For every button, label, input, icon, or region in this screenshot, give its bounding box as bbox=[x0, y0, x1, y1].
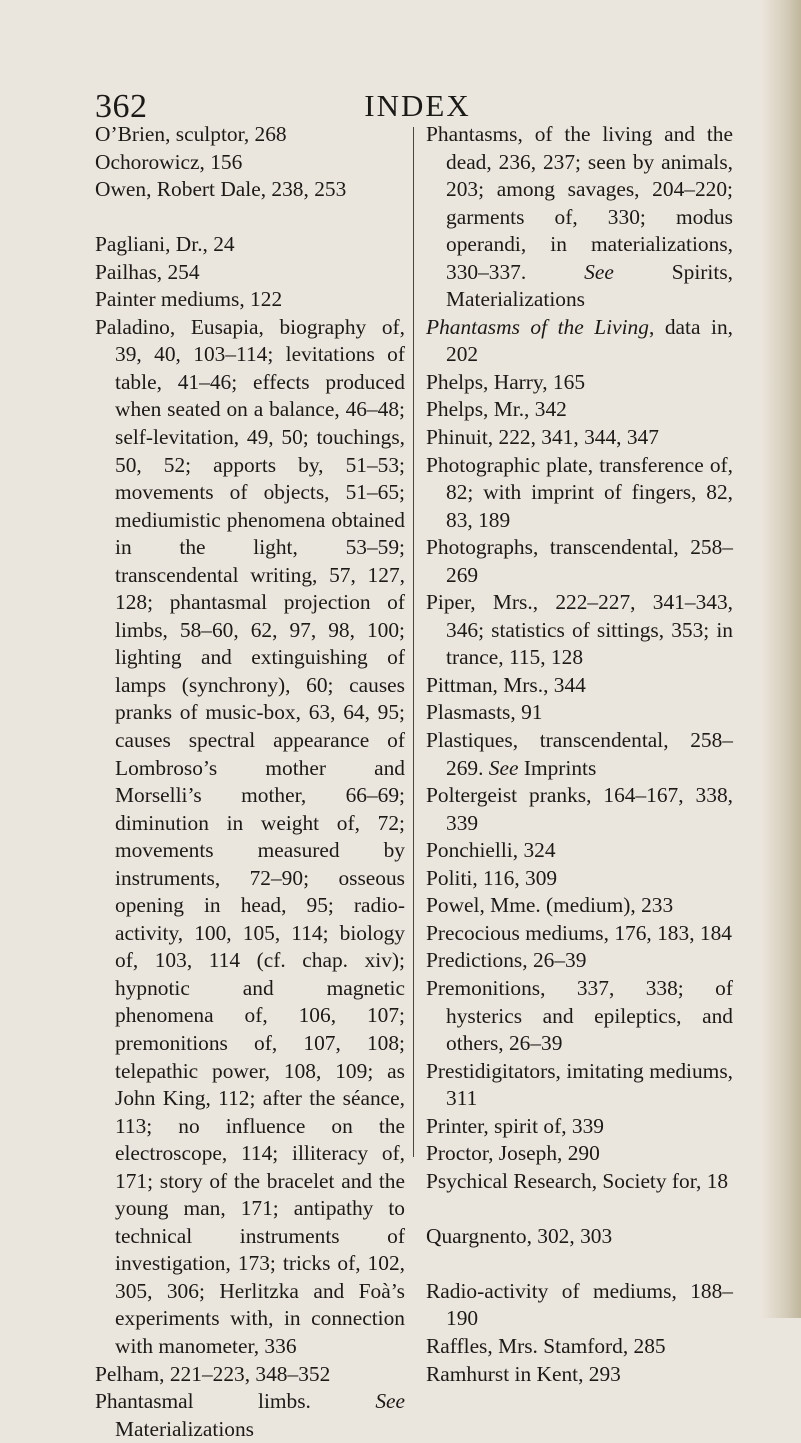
index-column-right bbox=[426, 121, 733, 1388]
entry-text: Phantasms, of the living and the dead, 236, 237; seen by animals, 203; among savages, 204–220; garments of, 330; modus operandi, in materializations, 330–337. bbox=[426, 122, 733, 284]
index-entry: Raffles, Mrs. Stamford, 285 bbox=[426, 1333, 666, 1358]
index-entry: Painter mediums, 122 bbox=[95, 287, 283, 312]
index-entry: Phinuit, 222, 341, 344, 347 bbox=[426, 425, 659, 450]
index-entry: Pagliani, Dr., 24 bbox=[95, 232, 235, 257]
index-entry: Ramhurst in Kent, 293 bbox=[426, 1361, 621, 1386]
index-entry: Radio-activity of mediums, 188–190 bbox=[426, 1278, 733, 1331]
index-entry: Owen, Robert Dale, 238, 253 bbox=[95, 177, 347, 202]
index-entry: Phelps, Harry, 165 bbox=[426, 369, 586, 394]
entry-text: Imprints bbox=[518, 755, 597, 780]
index-entry: Psychical Research, Society for, 18 bbox=[426, 1168, 729, 1193]
see-reference: See bbox=[375, 1389, 405, 1414]
index-entry: Quargnento, 302, 303 bbox=[426, 1223, 613, 1248]
index-entry bbox=[426, 121, 733, 314]
index-entry: O’Brien, sculptor, 268 bbox=[95, 122, 287, 146]
index-entry: Powel, Mme. (medium), 233 bbox=[426, 893, 674, 918]
index-entry: Ochorowicz, 156 bbox=[95, 149, 243, 174]
index-entry bbox=[95, 1388, 405, 1443]
index-entry: Photographs, transcendental, 258–269 bbox=[426, 535, 733, 587]
index-entry: Prestidigitators, imitating mediums, 311 bbox=[426, 1058, 733, 1111]
index-entry: Pittman, Mrs., 344 bbox=[426, 672, 586, 697]
index-entry: Paladino, Eusapia, biography of, 39, 40, 103–114; levitations of table, 41–46; effects produced when seated on a balance, 46–48; self-levitation, 49, 50; touchings, 50, 52; apports by, 51–53; movements of objects, 51–65; mediumistic phenomena obtained in the light, 53–59; transcendental writing, 57, 127, 128; phantasmal projection of limbs, 58–60, 62, 97, 98, 100; lighting and extinguishing of lamps (synchrony), 60; causes pranks of music-box, 63, 64, 95; causes spectral appearance of Lombroso’s mother and Morselli’s mother, 66–69; diminution in weight of, 72; movements measured by instruments, 72–90; osseous opening in head, 95; radio-activity, 100, 105, 114; biology of, 103, 114 (cf. chap. xiv); hypnotic and magnetic phenomena of, 106, 107; premonitions of, 107, 108; telepathic power, 108, 109; as John King, 112; after the séance, 113; no influence on the electroscope, 114; illiteracy of, 171; story of the bracelet and the young man, 171; antipathy to technical instruments of investigation, 173; tricks of, 102, 305, 306; Herlitzka and Foà’s experiments with, in connection with manometer, 336 bbox=[95, 314, 405, 1359]
entry-text: Spirits, Materializations bbox=[446, 259, 733, 312]
index-entry: Photographic plate, transference of, 82; with imprint of fingers, 82, 83, 189 bbox=[426, 452, 733, 532]
column-divider bbox=[413, 127, 414, 1157]
index-entry: Piper, Mrs., 222–227, 341–343, 346; statistics of sittings, 353; in trance, 115, 128 bbox=[426, 590, 733, 670]
running-title: INDEX bbox=[364, 88, 471, 123]
page-number: 362 bbox=[95, 88, 148, 125]
book-title: Phantasms of the Living bbox=[426, 314, 649, 339]
index-entry: Proctor, Joseph, 290 bbox=[426, 1141, 600, 1166]
see-reference: See bbox=[488, 755, 519, 780]
index-entry: Predictions, 26–39 bbox=[426, 948, 587, 973]
index-entry: Plasmasts, 91 bbox=[426, 700, 543, 725]
page-edge-shadow bbox=[761, 0, 801, 1318]
index-entry: Phelps, Mr., 342 bbox=[426, 397, 567, 422]
entry-text: Materializations bbox=[115, 1416, 254, 1441]
index-entry: Precocious mediums, 176, 183, 184 bbox=[426, 920, 732, 945]
see-reference: See bbox=[584, 259, 614, 284]
entry-text: , data in, 202 bbox=[446, 314, 733, 367]
index-entry: Pailhas, 254 bbox=[95, 259, 200, 284]
entry-text: Plastiques, transcendental, 258–269. bbox=[426, 728, 733, 780]
index-entry bbox=[426, 727, 733, 782]
index-entry: Politi, 116, 309 bbox=[426, 865, 558, 890]
index-entry: Ponchielli, 324 bbox=[426, 838, 556, 863]
letter-group-gap bbox=[426, 1250, 733, 1278]
entry-text: Phantasmal limbs. bbox=[95, 1389, 376, 1414]
index-entry: Premonitions, 337, 338; of hysterics and epileptics, and others, 26–39 bbox=[426, 975, 733, 1056]
letter-group-gap bbox=[95, 204, 405, 232]
index-entry: Pelham, 221–223, 348–352 bbox=[95, 1361, 331, 1386]
index-entry: Printer, spirit of, 339 bbox=[426, 1113, 604, 1138]
index-entry bbox=[426, 314, 733, 369]
index-entry: Poltergeist pranks, 164–167, 338, 339 bbox=[426, 783, 733, 835]
index-column-left bbox=[95, 121, 405, 1443]
letter-group-gap bbox=[426, 1195, 733, 1223]
